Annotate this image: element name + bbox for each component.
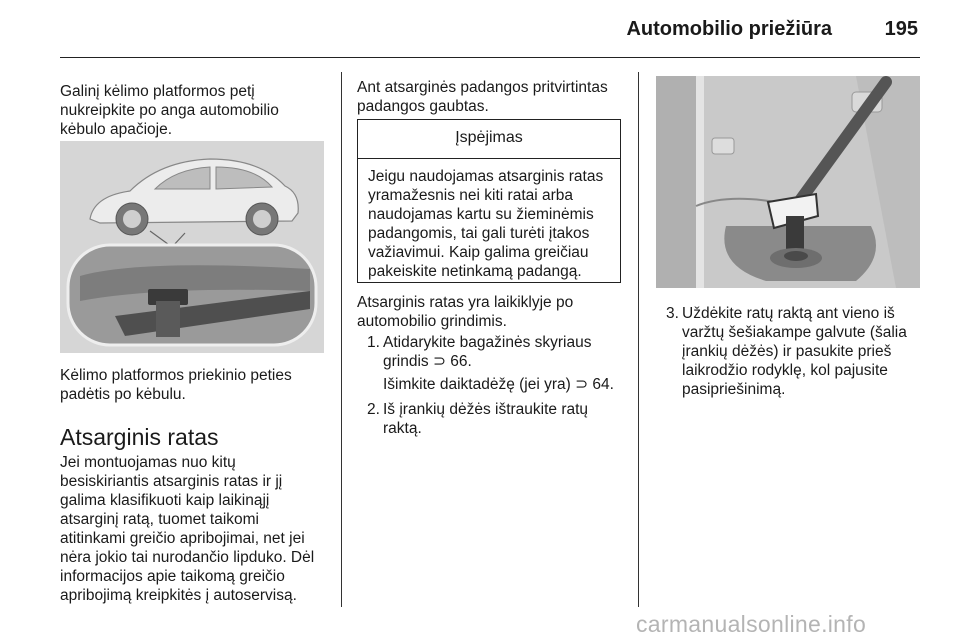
col2-intro-paragraph: Ant atsarginės padangos pritvirtintas padangos gaubtas. [357,79,608,115]
list-item-text: Išimkite daiktadėžę (jei yra) ⊃ 64. [383,376,614,393]
list-number: 3. [666,305,679,322]
running-header-title: Automobilio priežiūra [626,18,832,40]
list-item-text: Uždėkite ratų raktą ant vieno iš varžtų šešiakampe galvute (šalia įrankių dėžės) ir pasukite prieš laikrodžio rodyklę, kol pajusite pasipriešinimą. [682,305,907,398]
watermark: carmanualsonline.info [636,611,867,637]
column-divider [341,72,342,607]
col1-intro-paragraph: Galinį kėlimo platformos petį nukreipkite po anga automobilio kėbulo apačioje. [60,83,279,138]
list-number: 2. [367,401,380,418]
list-number: 1. [367,334,380,351]
col2-paragraph: Atsarginis ratas yra laikiklyje po automobilio grindimis. [357,294,574,330]
page-number: 195 [884,18,918,40]
wheel-wrench-illustration [656,76,920,288]
warning-title: Įspėjimas [358,120,620,159]
list-item-text: Iš įrankių dėžės ištraukite ratų raktą. [383,401,589,437]
lift-platform-illustration [60,141,324,353]
section-body-paragraph: Jei montuojamas nuo kitų besiskiriantis atsarginis ratas ir jį galima klasifikuoti kaip laikinąjį atsarginį ratą, tuomet taikomi atitinkami greičio apribojimai, net jei nėra jokio tai nurodančio lipduko. Dėl informacijos apie taikomą greičio apribojimą kreipkitės į autoservisą. [60,454,315,604]
list-item-text: Atidarykite bagažinės skyriaus grindis ⊃ 66. [383,334,592,370]
figure-caption: Kėlimo platformos priekinio peties padėtis po kėbulu. [60,367,292,403]
column-divider [638,72,639,607]
warning-box [357,119,621,283]
section-heading: Atsarginis ratas [60,424,219,450]
warning-body: Jeigu naudojamas atsarginis ratas yramažesnis nei kiti ratai arba naudojamas kartu su žieminėmis padangomis, tai gali turėti įtakos važiavimui. Kaip galima greičiau pakeiskite netinkamą padangą. [368,168,604,280]
header-rule [60,57,920,58]
